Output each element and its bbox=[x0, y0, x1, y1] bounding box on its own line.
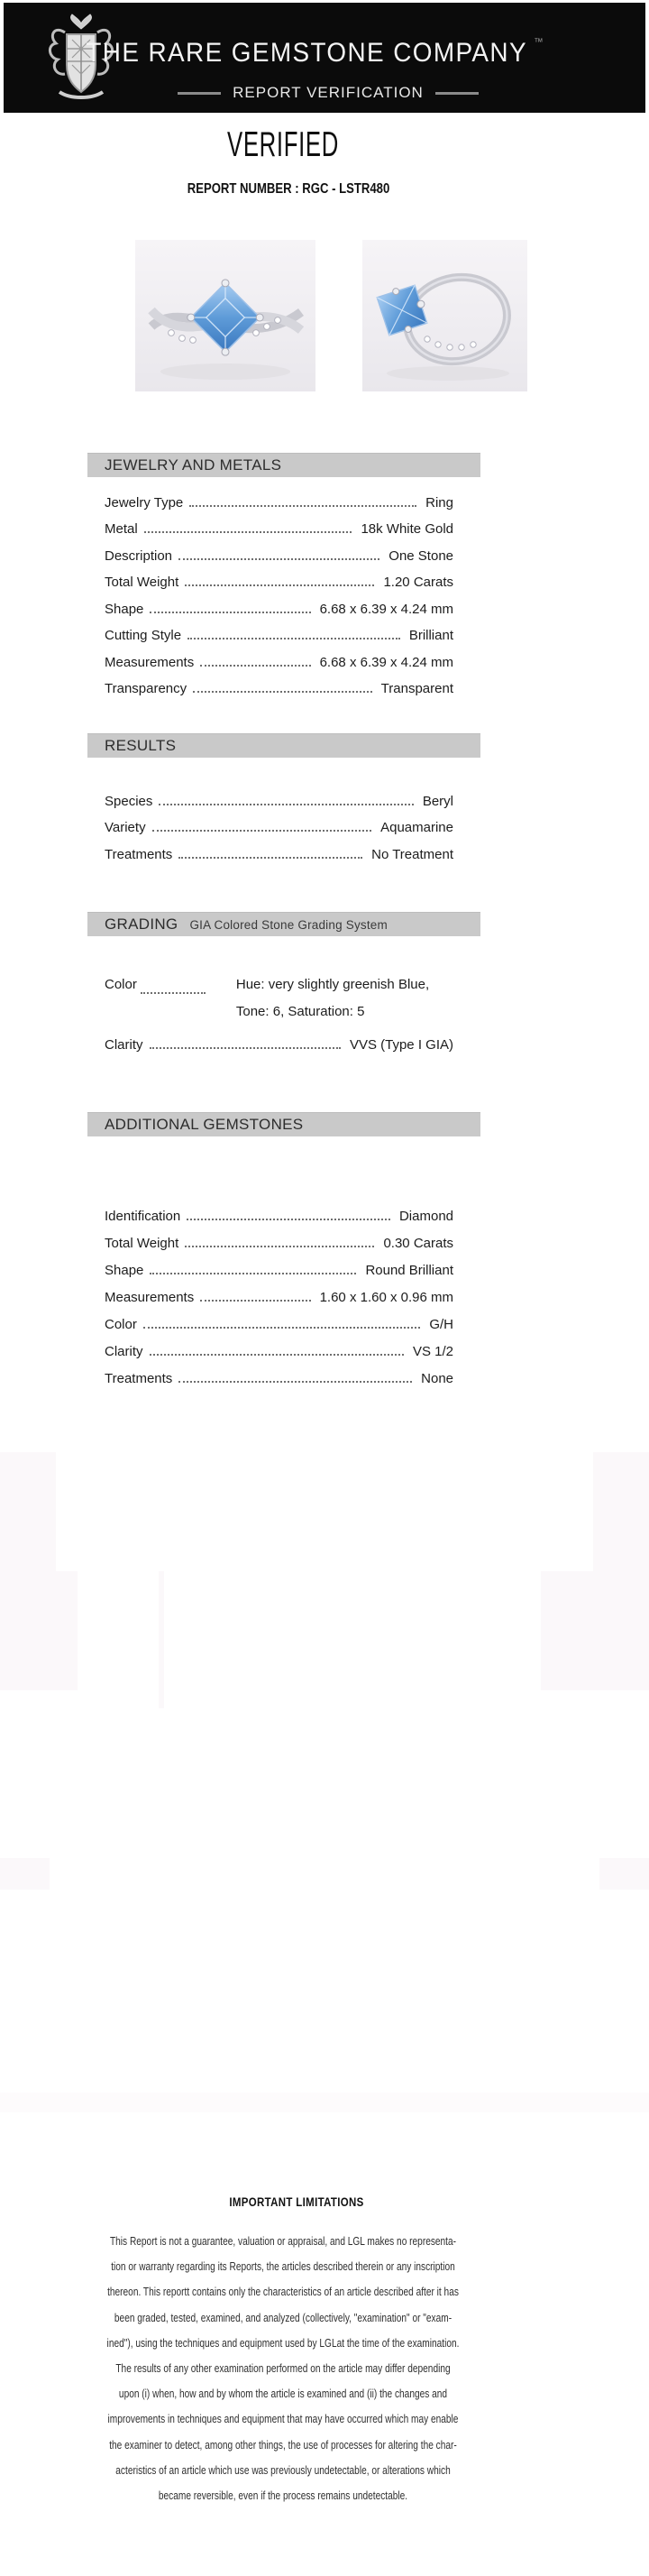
spec-row bbox=[105, 835, 453, 862]
spec-value-line: Hue: very slightly greenish Blue, bbox=[235, 977, 430, 992]
report-number: REPORT NUMBER : RGC - LSTR480 bbox=[187, 181, 390, 197]
section-header-additional-gemstones bbox=[87, 1112, 480, 1136]
section-header-results bbox=[87, 733, 480, 758]
dotted-leader bbox=[189, 505, 416, 507]
spec-value: Beryl bbox=[422, 793, 453, 809]
dotted-leader bbox=[143, 1327, 420, 1329]
spec-value: VVS (Type I GIA) bbox=[349, 1036, 453, 1053]
spec-row bbox=[105, 590, 453, 617]
verified-status-heading: VERIFIED bbox=[227, 125, 339, 164]
results-rows bbox=[105, 782, 453, 862]
section-title: RESULTS bbox=[105, 737, 177, 754]
spec-label: Total Weight bbox=[105, 1236, 179, 1251]
company-name-text: THE RARE GEMSTONE COMPANY bbox=[86, 38, 527, 68]
header-subtitle-row bbox=[4, 84, 649, 102]
spec-row bbox=[105, 1278, 453, 1305]
spec-row bbox=[105, 643, 453, 670]
dotted-leader bbox=[141, 992, 206, 994]
faint-watermark bbox=[0, 1571, 78, 1690]
spec-label: Cutting Style bbox=[105, 628, 182, 643]
faint-watermark bbox=[593, 1452, 649, 1587]
dotted-leader bbox=[200, 1300, 310, 1302]
jewelry-and-metals-rows bbox=[105, 483, 453, 696]
faint-watermark bbox=[0, 1858, 50, 1890]
spec-label: Species bbox=[105, 793, 153, 809]
spec-label: Variety bbox=[105, 820, 146, 835]
spec-value: 6.68 x 6.39 x 4.24 mm bbox=[319, 601, 453, 617]
dotted-leader bbox=[159, 804, 413, 805]
grading-rows bbox=[105, 971, 453, 1053]
spec-row bbox=[105, 483, 453, 511]
spec-value: Aquamarine bbox=[380, 820, 453, 835]
dotted-leader bbox=[152, 830, 372, 832]
limitations-line: tion or warranty regarding its Reports, the articles described therein or any inscription bbox=[111, 2259, 455, 2274]
faint-watermark bbox=[0, 2093, 649, 2112]
spec-row bbox=[105, 537, 453, 564]
spec-label: Jewelry Type bbox=[105, 494, 184, 511]
spec-label: Total Weight bbox=[105, 575, 179, 590]
ring-photo-front bbox=[135, 240, 315, 391]
spec-label: Metal bbox=[105, 521, 138, 537]
dotted-leader bbox=[150, 612, 310, 613]
subtitle-left-dash bbox=[178, 92, 221, 95]
trademark-symbol: ™ bbox=[534, 37, 544, 48]
spec-value: Brilliant bbox=[408, 628, 453, 643]
spec-row bbox=[105, 1359, 453, 1386]
spec-label: Transparency bbox=[105, 681, 187, 696]
spec-label: Color bbox=[105, 977, 137, 992]
section-header-grading bbox=[87, 912, 480, 936]
spec-value: VS 1/2 bbox=[412, 1344, 453, 1359]
spec-value: 6.68 x 6.39 x 4.24 mm bbox=[319, 654, 453, 670]
limitations-line: the examiner to detect, among other things, the use of processes for altering the char- bbox=[109, 2437, 457, 2452]
spec-value-line: Tone: 6, Saturation: 5 bbox=[235, 1004, 365, 1019]
spec-label: Description bbox=[105, 547, 173, 564]
limitations-line: improvements in techniques and equipment that may have occurred which may enable bbox=[107, 2412, 459, 2426]
spec-value: One Stone bbox=[388, 547, 453, 564]
spec-label: Shape bbox=[105, 601, 144, 617]
spec-value: G/H bbox=[429, 1317, 453, 1332]
limitations-paragraph bbox=[0, 2229, 566, 2508]
limitations-line: ined"), using the techniques and equipment used by LGLat the time of the examination. bbox=[106, 2335, 460, 2350]
spec-row bbox=[105, 971, 453, 1026]
spec-row bbox=[105, 564, 453, 591]
limitations-line: upon (i) when, how and by whom the article is examined and (ii) the changes and bbox=[118, 2387, 448, 2401]
spec-row bbox=[105, 809, 453, 836]
spec-label: Measurements bbox=[105, 654, 195, 670]
spec-value: No Treatment bbox=[371, 846, 453, 862]
spec-label: Color bbox=[105, 1317, 137, 1332]
spec-row bbox=[105, 511, 453, 538]
header-subtitle: REPORT VERIFICATION bbox=[233, 84, 424, 101]
dotted-leader bbox=[144, 531, 352, 533]
section-title: JEWELRY AND METALS bbox=[105, 456, 282, 474]
ring-side-illustration bbox=[362, 240, 527, 391]
dotted-leader bbox=[178, 1381, 412, 1383]
limitations-line: thereon. This reportt contains only the characteristics of an article described after it has bbox=[107, 2285, 459, 2299]
spec-label: Treatments bbox=[105, 846, 173, 862]
dotted-leader bbox=[187, 1219, 390, 1220]
additional-gemstones-rows bbox=[105, 1197, 453, 1386]
spec-row bbox=[105, 617, 453, 644]
spec-value: Transparent bbox=[380, 681, 453, 696]
ring-photo-side bbox=[362, 240, 527, 391]
section-header-jewelry-and-metals bbox=[87, 453, 480, 477]
dotted-leader bbox=[178, 558, 379, 560]
spec-value: None bbox=[421, 1371, 453, 1386]
spec-label: Identification bbox=[105, 1209, 181, 1224]
faint-watermark bbox=[541, 1571, 649, 1690]
spec-value: Diamond bbox=[398, 1209, 453, 1224]
ring-front-illustration bbox=[135, 240, 315, 391]
company-name bbox=[25, 37, 604, 69]
subtitle-right-dash bbox=[435, 92, 479, 95]
section-title: ADDITIONAL GEMSTONES bbox=[105, 1116, 304, 1133]
spec-row bbox=[105, 1305, 453, 1332]
spec-label: Clarity bbox=[105, 1344, 143, 1359]
spec-label: Shape bbox=[105, 1263, 144, 1278]
limitations-line: acteristics of an article which use was previously undetectable, or alterations which bbox=[115, 2462, 451, 2477]
spec-value: Ring bbox=[425, 494, 453, 511]
spec-row bbox=[105, 670, 453, 697]
spec-value: 1.20 Carats bbox=[383, 575, 453, 590]
spec-row bbox=[105, 1251, 453, 1278]
faint-watermark bbox=[159, 1571, 164, 1708]
spec-label: Treatments bbox=[105, 1371, 173, 1386]
spec-label: Measurements bbox=[105, 1290, 195, 1305]
header bbox=[4, 3, 645, 113]
limitations-line: The results of any other examination performed on the article may differ depending bbox=[115, 2360, 451, 2375]
spec-value: 18k White Gold bbox=[361, 521, 453, 537]
dotted-leader bbox=[178, 857, 362, 859]
spec-row bbox=[105, 1197, 453, 1224]
dotted-leader bbox=[193, 691, 372, 693]
spec-row bbox=[105, 782, 453, 809]
ring-photos bbox=[135, 240, 527, 391]
dotted-leader bbox=[150, 1047, 341, 1049]
dotted-leader bbox=[187, 638, 400, 639]
dotted-leader bbox=[185, 584, 374, 586]
spec-row bbox=[105, 1026, 453, 1053]
dotted-leader bbox=[150, 1273, 356, 1274]
spec-value: Round Brilliant bbox=[365, 1263, 453, 1278]
spec-value bbox=[236, 971, 429, 1026]
dotted-leader bbox=[200, 665, 310, 667]
section-subtitle: GIA Colored Stone Grading System bbox=[189, 917, 388, 932]
limitations-line: This Report is not a guarantee, valuation or appraisal, and LGL makes no representa- bbox=[109, 2234, 457, 2248]
spec-row bbox=[105, 1332, 453, 1359]
section-title: GRADING bbox=[105, 915, 178, 933]
spec-row bbox=[105, 1224, 453, 1251]
dotted-leader bbox=[150, 1354, 404, 1356]
limitations-line: became reversible, even if the process remains undetectable. bbox=[158, 2488, 408, 2502]
limitations-line: been graded, tested, examined, and analyzed (collectively, "examination" or "exam- bbox=[114, 2310, 452, 2324]
limitations-heading: IMPORTANT LIMITATIONS bbox=[229, 2195, 364, 2209]
spec-value: 1.60 x 1.60 x 0.96 mm bbox=[319, 1290, 453, 1305]
spec-value: 0.30 Carats bbox=[383, 1236, 453, 1251]
spec-label: Clarity bbox=[105, 1036, 143, 1053]
faint-watermark bbox=[599, 1858, 649, 1890]
dotted-leader bbox=[185, 1246, 374, 1247]
